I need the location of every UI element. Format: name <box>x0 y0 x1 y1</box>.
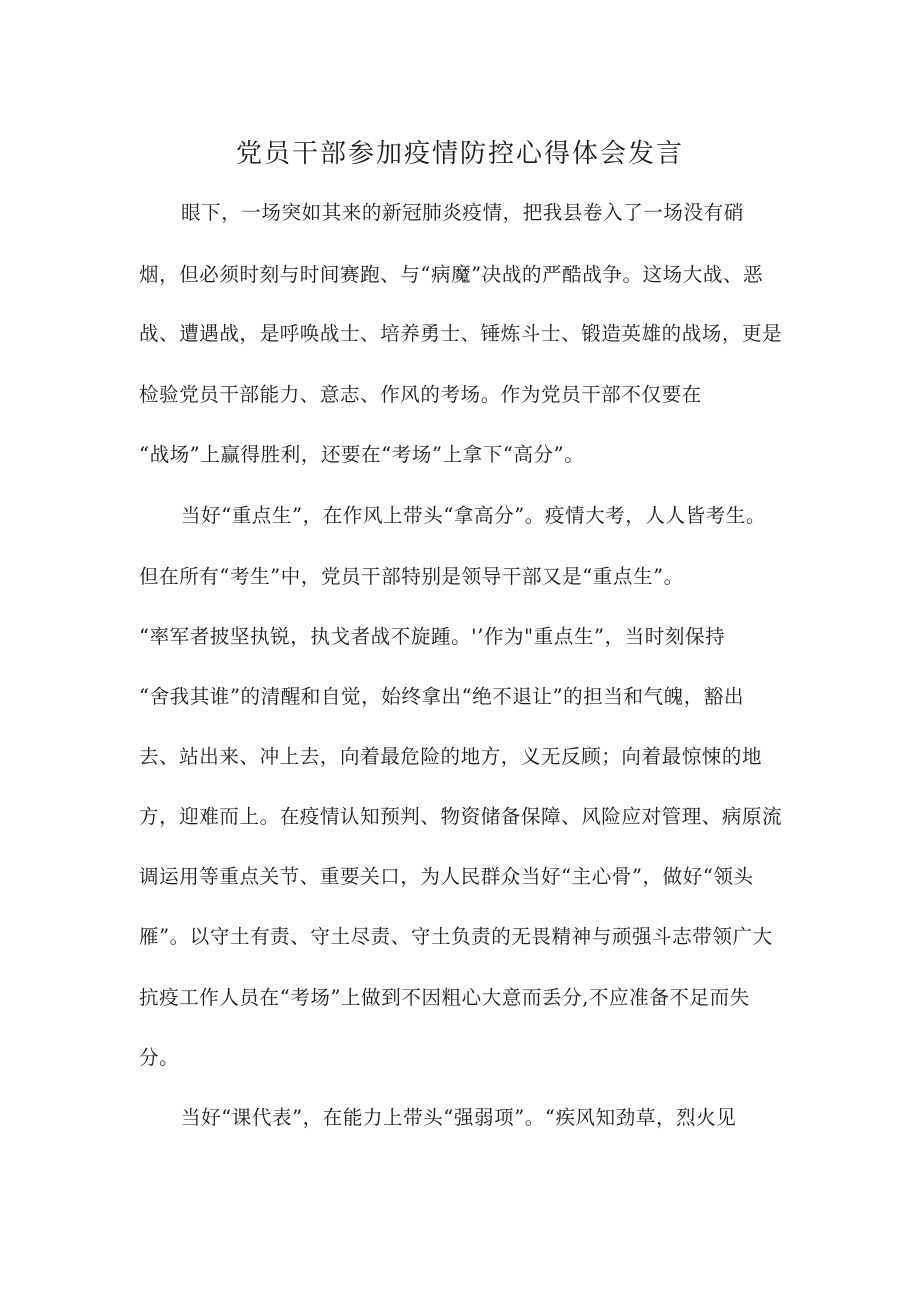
paragraph-line: 抗疫工作人员在“考场”上做到不因粗心大意而丢分,不应准备不足而失 <box>139 986 750 1009</box>
paragraph-line: 方，迎难而上。在疫情认知预判、物资储备保障、风险应对管理、病原流 <box>139 805 783 828</box>
paragraph-line: “率军者披坚执锐，执戈者战不旋踵。'’作为"重点生”，当时刻保持 <box>139 625 726 648</box>
paragraph-line: 调运用等重点关节、重要关口，为人民群众当好“主心骨”，做好“领头 <box>139 865 754 888</box>
document-title: 党员干部参加疫情防控心得体会发言 <box>235 139 684 169</box>
paragraph-line: “战场”上赢得胜利，还要在“考场”上拿下“高分”。 <box>139 443 585 466</box>
paragraph-line: 当好“重点生”，在作风上带头“拿高分”。疫情大考，人人皆考生。 <box>181 504 766 527</box>
paragraph-line: 眼下，一场突如其来的新冠肺炎疫情，把我县卷入了一场没有硝 <box>181 201 744 224</box>
paragraph-line: 分。 <box>139 1046 180 1069</box>
paragraph-line: 雁”。以守土有责、守土尽责、守土负责的无畏精神与顽强斗志带领广大 <box>139 925 773 948</box>
paragraph-line: 烟，但必须时刻与时间赛跑、与“病魔”决战的严酷战争。这场大战、恶 <box>139 263 764 286</box>
paragraph-line: 战、遭遇战，是呼唤战士、培养勇士、锤炼斗士、锻造英雄的战场，更是 <box>139 322 783 345</box>
paragraph-line: 检验党员干部能力、意志、作风的考场。作为党员干部不仅要在 <box>139 383 702 406</box>
paragraph-line: 当好“课代表”，在能力上带头“强弱项”。“疾风知劲草，烈火见 <box>181 1106 737 1129</box>
paragraph-line: 去、站出来、冲上去，向着最危险的地方，义无反顾；向着最惊悚的地 <box>139 745 763 768</box>
paragraph-line: 但在所有“考生”中，党员干部特别是领导干部又是“重点生”。 <box>139 565 684 588</box>
paragraph-line: “舍我其谁”的清醒和自觉，始终拿出“绝不退让”的担当和气魄，豁出 <box>139 685 745 708</box>
